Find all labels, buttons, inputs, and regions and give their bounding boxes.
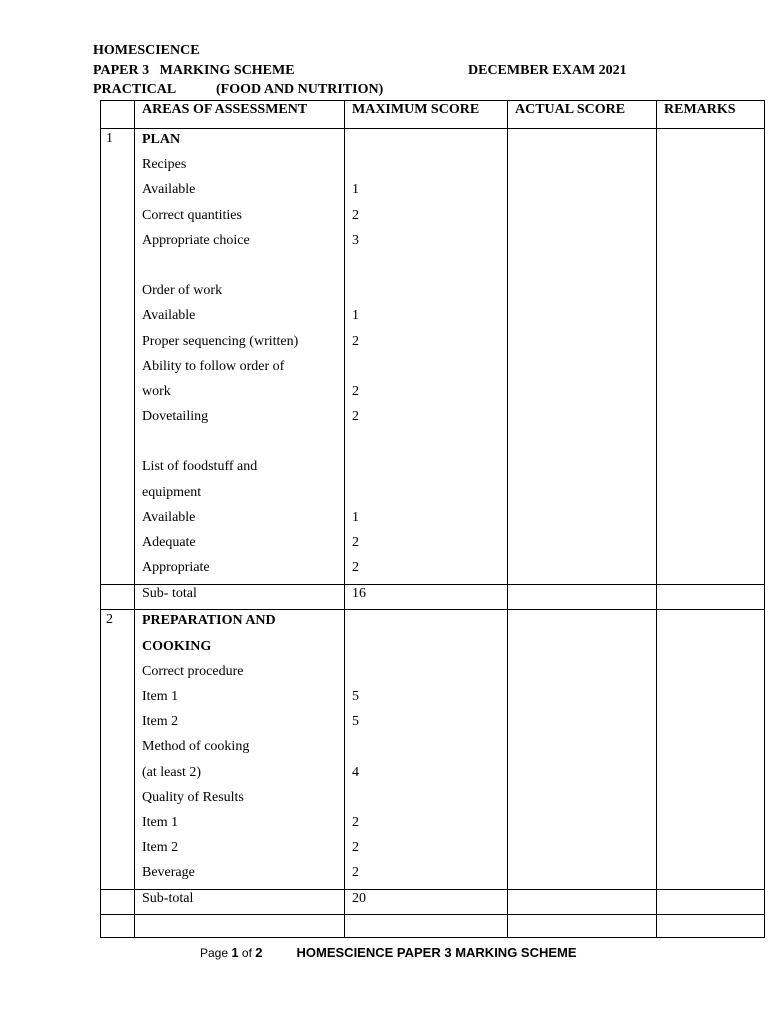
assessment-item: Recipes xyxy=(142,157,187,173)
max-score-value: 2 xyxy=(352,207,359,223)
max-score-value: 2 xyxy=(352,333,359,349)
assessment-item: Order of work xyxy=(142,283,223,299)
assessment-item: Available xyxy=(142,509,196,525)
doc-practical-topic: (FOOD AND NUTRITION) xyxy=(216,82,384,97)
header-cell-actual-score: ACTUAL SCORE xyxy=(508,101,657,129)
max-score-value: 5 xyxy=(352,688,359,704)
assessment-item: Method of cooking xyxy=(142,739,250,755)
doc-practical-label: PRACTICAL xyxy=(93,82,177,97)
assessment-item: Correct procedure xyxy=(142,663,244,679)
max-score-value: 2 xyxy=(352,535,359,550)
assessment-item: Appropriate choice xyxy=(142,232,250,248)
remarks-cell[interactable] xyxy=(657,585,765,610)
assessment-item xyxy=(142,257,344,282)
assessment-item: Item 1 xyxy=(142,814,179,830)
table-row-subtotal-2 xyxy=(101,890,765,915)
footer-page-number: 1 xyxy=(231,945,239,960)
assessment-item xyxy=(142,433,344,458)
doc-exam-name: DECEMBER EXAM 2021 xyxy=(468,63,627,78)
section-title-line-2: COOKING xyxy=(142,638,212,654)
header-cell-number xyxy=(101,101,135,129)
max-score-value xyxy=(352,458,507,483)
doc-paper-title: PAPER 3 MARKING SCHEME xyxy=(93,63,295,78)
table-row-section-1 xyxy=(101,129,765,585)
assessment-item: Correct quantities xyxy=(142,207,242,223)
max-score-value: 2 xyxy=(352,814,359,830)
section-title-line-1: PREPARATION AND xyxy=(142,613,276,629)
section-number: 1 xyxy=(101,129,135,585)
max-score-value: 1 xyxy=(352,182,359,198)
assessment-item: Item 2 xyxy=(142,714,179,730)
actual-score-cell[interactable] xyxy=(508,129,657,585)
assessment-item: Available xyxy=(142,182,196,198)
remarks-cell[interactable] xyxy=(657,890,765,915)
assessment-item: Available xyxy=(142,308,196,324)
max-score-value: 1 xyxy=(352,308,359,324)
max-score-value: 2 xyxy=(352,840,359,856)
max-score-value xyxy=(352,433,507,458)
page-footer xyxy=(200,945,577,960)
actual-score-cell[interactable] xyxy=(508,610,657,890)
subtotal-label: Sub-total xyxy=(135,890,345,915)
assessment-item: Ability to follow order of xyxy=(142,358,285,374)
table-row-empty xyxy=(101,915,765,938)
max-score-cell xyxy=(345,610,508,890)
assessment-item: Adequate xyxy=(142,535,196,550)
areas-cell xyxy=(135,610,345,890)
footer-page-word: Page xyxy=(200,946,232,960)
subtotal-value: 20 xyxy=(345,890,508,915)
table-row-subtotal-1 xyxy=(101,585,765,610)
subtotal-value: 16 xyxy=(345,585,508,610)
assessment-item: List of foodstuff and xyxy=(142,459,258,475)
max-score-value xyxy=(352,257,507,282)
assessment-item: Quality of Results xyxy=(142,789,244,805)
table-row-section-2 xyxy=(101,610,765,890)
max-score-value: 2 xyxy=(352,383,359,399)
marking-scheme-table xyxy=(100,100,765,938)
max-score-value: 2 xyxy=(352,865,359,881)
max-score-value: 5 xyxy=(352,714,359,730)
footer-title: HOMESCIENCE PAPER 3 MARKING SCHEME xyxy=(296,945,577,960)
subtotal-label: Sub- total xyxy=(135,585,345,610)
actual-score-cell[interactable] xyxy=(508,890,657,915)
table-header-row xyxy=(101,101,765,129)
max-score-value: 3 xyxy=(352,232,359,248)
max-score-cell xyxy=(345,129,508,585)
areas-cell xyxy=(135,129,345,585)
max-score-value xyxy=(352,484,507,509)
max-score-value xyxy=(352,156,507,181)
footer-of-word: of xyxy=(238,946,256,960)
assessment-item: Item 1 xyxy=(142,688,179,704)
remarks-cell[interactable] xyxy=(657,610,765,890)
header-cell-areas: AREAS OF ASSESSMENT xyxy=(135,101,345,129)
max-score-value: 2 xyxy=(352,409,359,425)
assessment-item: Beverage xyxy=(142,865,195,881)
assessment-item: Dovetailing xyxy=(142,409,209,425)
assessment-item: Proper sequencing (written) xyxy=(142,333,299,349)
section-title: PLAN xyxy=(142,132,181,147)
max-score-value xyxy=(352,358,507,383)
assessment-item: work xyxy=(142,383,171,399)
doc-subject: HOMESCIENCE xyxy=(93,43,200,58)
header-cell-remarks: REMARKS xyxy=(657,101,765,129)
header-cell-max-score: MAXIMUM SCORE xyxy=(345,101,508,129)
footer-page-total: 2 xyxy=(255,945,263,960)
max-score-value: 2 xyxy=(352,560,359,576)
max-score-value: 4 xyxy=(352,764,359,780)
assessment-item: equipment xyxy=(142,484,202,500)
remarks-cell[interactable] xyxy=(657,129,765,585)
max-score-value xyxy=(352,738,507,763)
remarks-cell[interactable] xyxy=(657,915,765,938)
assessment-item: Item 2 xyxy=(142,840,179,856)
max-score-value: 1 xyxy=(352,509,359,525)
max-score-value xyxy=(352,789,507,814)
max-score-value xyxy=(352,663,507,688)
max-score-value xyxy=(352,282,507,307)
assessment-item: Appropriate xyxy=(142,560,210,576)
assessment-item: (at least 2) xyxy=(142,764,202,780)
actual-score-cell[interactable] xyxy=(508,915,657,938)
actual-score-cell[interactable] xyxy=(508,585,657,610)
section-number: 2 xyxy=(101,610,135,890)
